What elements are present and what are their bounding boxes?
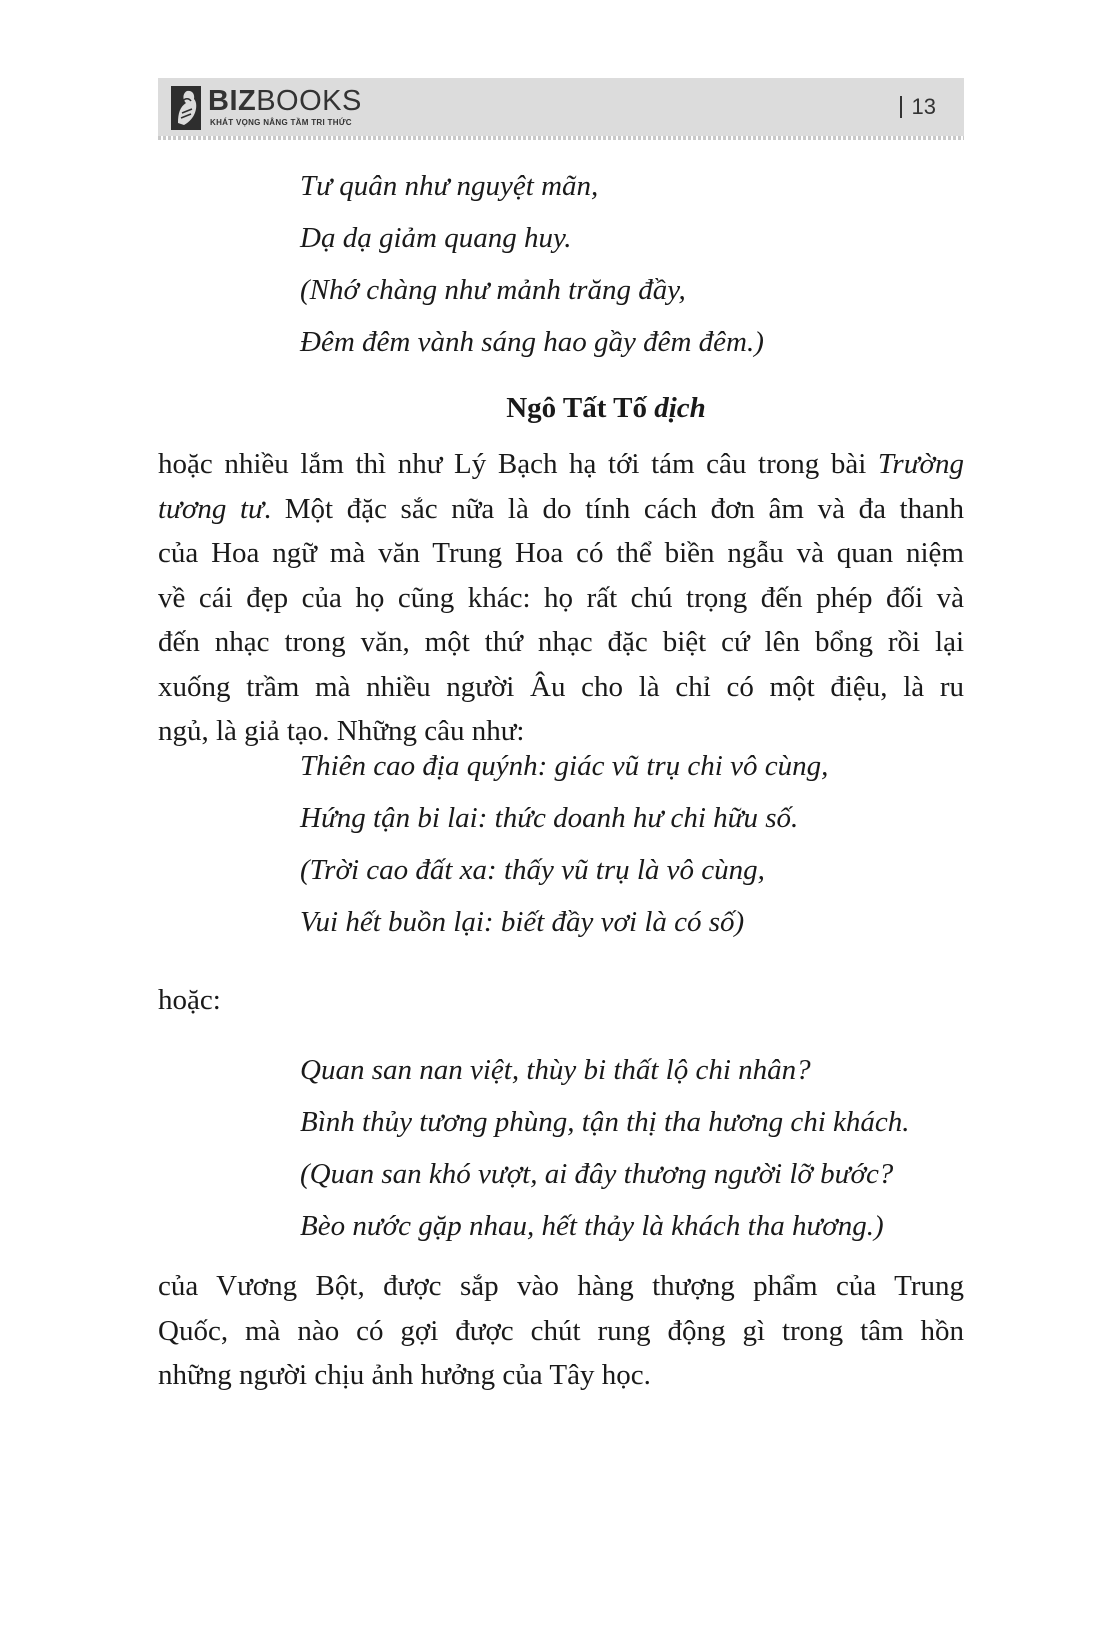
paragraph-line: hoặc:: [158, 984, 221, 1016]
text-run: . Một đặc sắc nữa là do tính cách đơn âm và đa thanh: [263, 492, 964, 525]
verse-line: Bèo nước gặp nhau, hết thảy là khách tha hương.): [300, 1210, 884, 1242]
text-run: hoặc nhiều lắm thì như Lý Bạch hạ tới tám câu trong bài: [158, 448, 878, 480]
paragraph-line: của Hoa ngữ mà văn Trung Hoa có thể biền ngẫu và quan niệm: [158, 537, 964, 569]
italic-title: Trường: [877, 448, 964, 480]
page-number: [900, 94, 936, 120]
page-number-divider: [900, 96, 902, 118]
connector-text: [158, 978, 964, 1023]
verse-line: (Quan san khó vượt, ai đây thương người lỡ bước?: [300, 1158, 894, 1190]
paragraph-line: [158, 487, 964, 532]
verse-line: Thiên cao địa quýnh: giác vũ trụ chi vô cùng,: [300, 750, 829, 782]
paragraph-1: [158, 442, 964, 754]
paragraph-line: đến nhạc trong văn, một thứ nhạc đặc biệt cứ lên bổng rồi lại: [158, 626, 964, 658]
verse-line: Dạ dạ giảm quang huy.: [300, 222, 572, 254]
translator-name: Ngô Tất Tố: [506, 392, 647, 424]
brand-tagline: KHÁT VỌNG NÂNG TẦM TRI THỨC: [210, 118, 352, 127]
verse-line: (Trời cao đất xa: thấy vũ trụ là vô cùng,: [300, 854, 765, 886]
paragraph-2: [158, 1264, 964, 1398]
page-header: [158, 78, 964, 136]
verse-line: Bình thủy tương phùng, tận thị tha hương chi khách.: [300, 1106, 910, 1138]
paragraph-line: những người chịu ảnh hưởng của Tây học.: [158, 1359, 651, 1391]
brand-name-bold: BIZ: [208, 85, 257, 117]
verse-line: (Nhớ chàng như mảnh trăng đầy,: [300, 274, 686, 306]
brand-name: [208, 84, 362, 118]
verse-line: Hứng tận bi lai: thức doanh hư chi hữu số.: [300, 802, 799, 834]
verse-block-3: [300, 1044, 910, 1252]
translator-role: dịch: [654, 392, 706, 424]
italic-title: tương tư: [158, 492, 264, 525]
paragraph-line: [158, 442, 964, 487]
verse-line: Vui hết buồn lại: biết đầy vơi là có số): [300, 906, 745, 938]
translator-attribution: [158, 382, 964, 434]
verse-block-2: [300, 740, 828, 948]
verse-line: Quan san nan việt, thùy bi thất lộ chi nhân?: [300, 1054, 811, 1086]
paragraph-line: về cái đẹp của họ cũng khác: họ rất chú trọng đến phép đối và: [158, 581, 964, 614]
verse-block-1: [300, 160, 764, 368]
brand-name-regular: BOOKS: [256, 85, 362, 117]
verse-line: Tư quân như nguyệt mãn,: [300, 170, 599, 202]
paragraph-line: của Vương Bột, được sắp vào hàng thượng phẩm của Trung: [158, 1270, 964, 1302]
page-number-value: 13: [911, 94, 936, 119]
paragraph-line: xuống trầm mà nhiều người Âu cho là chỉ có một điệu, là ru: [158, 670, 964, 703]
bizbooks-logo-icon: [170, 85, 202, 131]
verse-line: Đêm đêm vành sáng hao gầy đêm đêm.): [300, 326, 764, 358]
paragraph-line: Quốc, mà nào có gợi được chút rung động gì trong tâm hồn: [158, 1314, 964, 1347]
paragraph-line: ngủ, là giả tạo. Những câu như:: [158, 715, 525, 747]
